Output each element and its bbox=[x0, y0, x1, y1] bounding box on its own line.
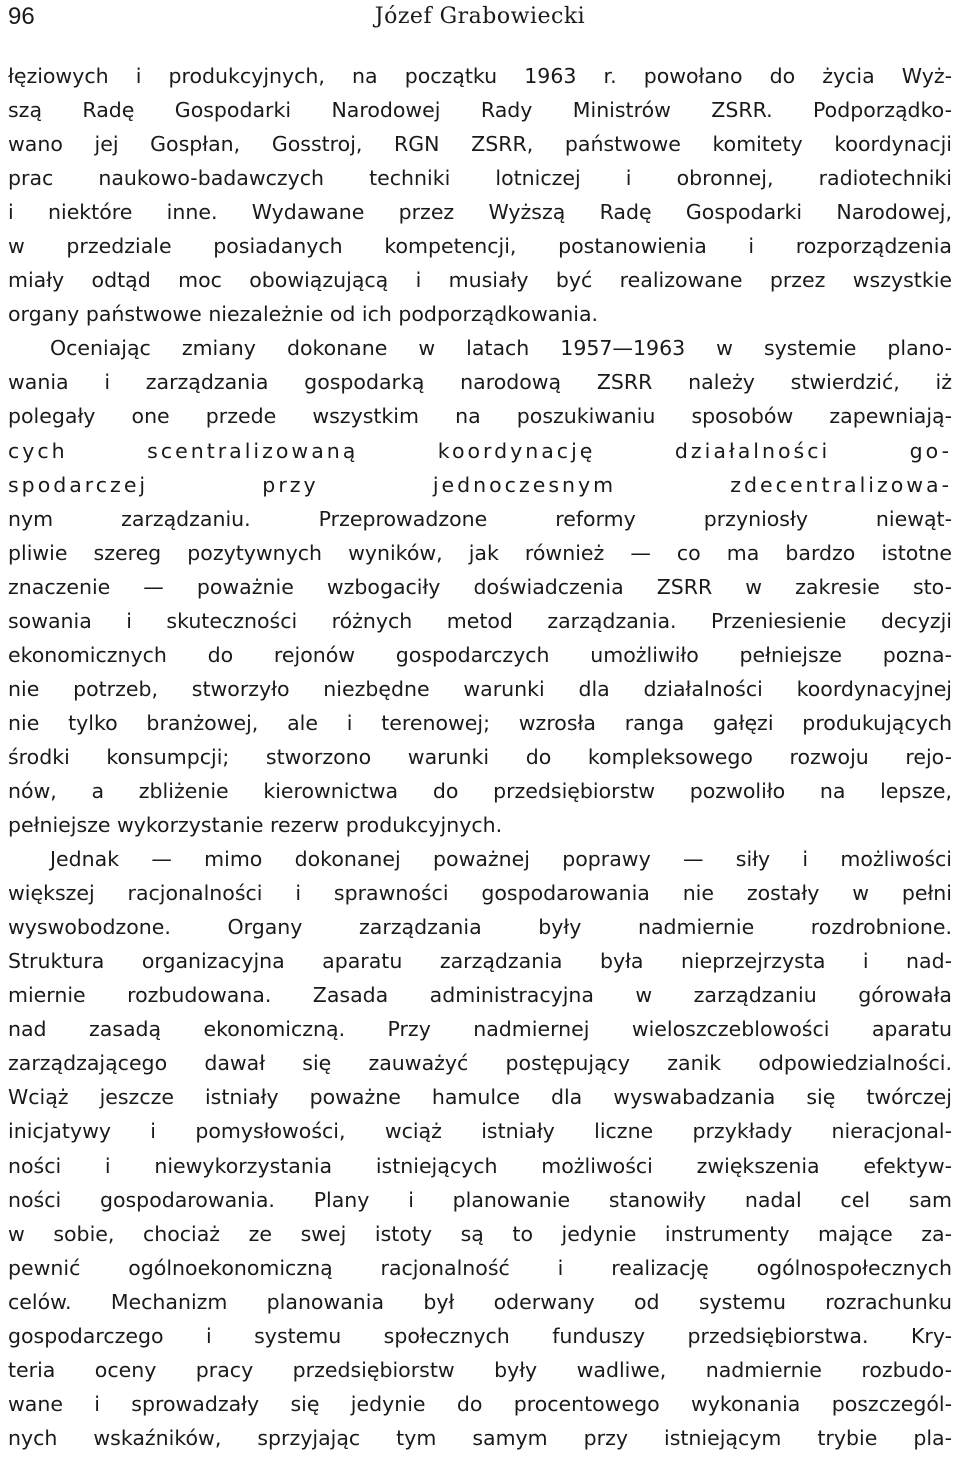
text-line: celów. Mechanizm planowania był oderwany od systemu rozrachunku bbox=[8, 1289, 952, 1314]
text-line: miały odtąd moc obowiązującą i musiały być realizowane przez wszystkie bbox=[8, 268, 952, 293]
text-line: sowania i skuteczności różnych metod zarządzania. Przeniesienie decyzji bbox=[8, 608, 952, 633]
text-line: wano jej Gospłan, Gosstroj, RGN ZSRR, państwowe komitety koordynacji bbox=[8, 132, 952, 157]
text-line: ności gospodarowania. Plany i planowanie stanowiły nadal cel sam bbox=[8, 1187, 952, 1212]
text-line: pełniejsze wykorzystanie rezerw produkcyjnych. bbox=[8, 813, 503, 838]
text-line: wania i zarządzania gospodarką narodową ZSRR należy stwierdzić, iż bbox=[8, 370, 952, 395]
text-line: wane i sprowadzały się jedynie do procentowego wykonania poszczegól- bbox=[8, 1391, 952, 1416]
text-line: nym zarządzaniu. Przeprowadzone reformy przyniosły niewąt- bbox=[8, 506, 952, 531]
text-line: miernie rozbudowana. Zasada administracyjna w zarządzaniu górowała bbox=[8, 983, 952, 1008]
text-line: Wciąż jeszcze istniały poważne hamulce dla wyswabadzania się twórczej bbox=[8, 1085, 952, 1110]
text-line: ekonomicznych do rejonów gospodarczych umożliwiło pełniejsze pozna- bbox=[8, 642, 952, 667]
text-line: teria oceny pracy przedsiębiorstw były wadliwe, nadmiernie rozbudo- bbox=[8, 1357, 952, 1382]
text-line: pliwie szereg pozytywnych wyników, jak również — co ma bardzo istotne bbox=[8, 540, 952, 565]
text-line: nie potrzeb, stworzyło niezbędne warunki dla działalności koordynacyjnej bbox=[8, 676, 952, 701]
text-line: wyswobodzone. Organy zarządzania były nadmiernie rozdrobnione. bbox=[8, 915, 952, 940]
page-number: 96 bbox=[8, 3, 35, 30]
text-line: w sobie, chociaż ze swej istoty są to jedynie instrumenty mające za- bbox=[8, 1221, 952, 1246]
paragraph-first-line: Oceniając zmiany dokonane w latach 1957—1963 w systemie plano- bbox=[50, 336, 952, 361]
text-line: ności i niewykorzystania istniejących możliwości zwiększenia efektyw- bbox=[8, 1153, 952, 1178]
text-line: zarządzającego dawał się zauważyć postępujący zanik odpowiedzialności. bbox=[8, 1051, 952, 1076]
text-line: nów, a zbliżenie kierownictwa do przedsiębiorstw pozwoliło na lepsze, bbox=[8, 778, 952, 803]
text-line: łęziowych i produkcyjnych, na początku 1963 r. powołano do życia Wyż- bbox=[8, 64, 952, 88]
text-line: organy państwowe niezależnie od ich podporządkowania. bbox=[8, 302, 599, 327]
text-line: prac naukowo-badawczych techniki lotniczej i obronnej, radiotechniki bbox=[8, 166, 952, 191]
text-line: gospodarczego i systemu społecznych funduszy przedsiębiorstwa. Kry- bbox=[8, 1323, 952, 1348]
paragraph-first-line: Jednak — mimo dokonanej poważnej poprawy — siły i możliwości bbox=[50, 847, 952, 872]
body-text bbox=[8, 59, 952, 1455]
text-line: Struktura organizacyjna aparatu zarządzania była nieprzejrzysta i nad- bbox=[8, 949, 952, 974]
text-line: nie tylko branżowej, ale i terenowej; wzrosła ranga gałęzi produkujących bbox=[8, 710, 952, 735]
emphasized-text-line: spodarczej przy jednoczesnym zdecentralizowa- bbox=[8, 472, 952, 497]
page-header bbox=[0, 0, 960, 34]
text-line: nad zasadą ekonomiczną. Przy nadmiernej wieloszczeblowości aparatu bbox=[8, 1017, 952, 1042]
text-line: inicjatywy i pomysłowości, wciąż istniały liczne przykłady nieracjonal- bbox=[8, 1119, 952, 1144]
text-line: większej racjonalności i sprawności gospodarowania nie zostały w pełni bbox=[8, 881, 952, 906]
text-line: nych wskaźników, sprzyjając tym samym przy istniejącym trybie pla- bbox=[8, 1425, 952, 1450]
text-line: szą Radę Gospodarki Narodowej Rady Ministrów ZSRR. Podporządko- bbox=[8, 98, 952, 123]
text-line: środki konsumpcji; stworzono warunki do kompleksowego rozwoju rejo- bbox=[8, 744, 952, 769]
text-line: i niektóre inne. Wydawane przez Wyższą Radę Gospodarki Narodowej, bbox=[8, 200, 952, 225]
emphasized-text-line: cych scentralizowaną koordynację działalności go- bbox=[8, 438, 952, 463]
text-line: polegały one przede wszystkim na poszukiwaniu sposobów zapewniają- bbox=[8, 404, 952, 429]
text-line: znaczenie — poważnie wzbogaciły doświadczenia ZSRR w zakresie sto- bbox=[8, 574, 952, 599]
text-line: pewnić ogólnoekonomiczną racjonalność i realizację ogólnospołecznych bbox=[8, 1255, 952, 1280]
running-head-author: Józef Grabowiecki bbox=[374, 4, 586, 29]
text-line: w przedziale posiadanych kompetencji, postanowienia i rozporządzenia bbox=[8, 234, 952, 259]
